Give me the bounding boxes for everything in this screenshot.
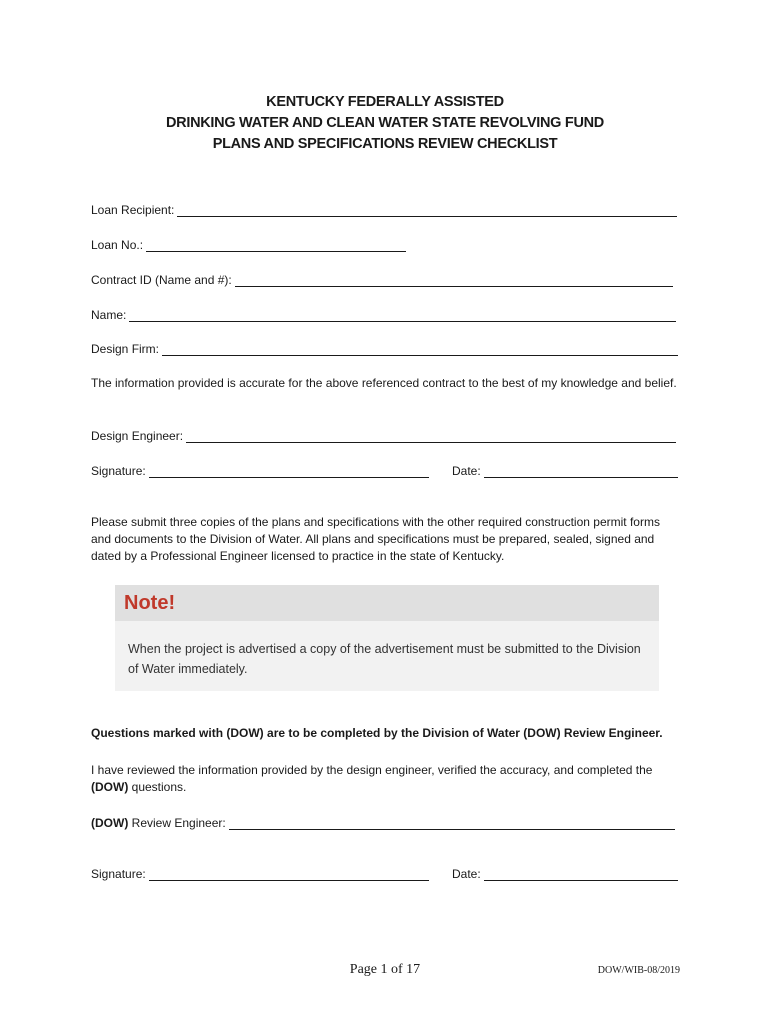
signature-row bbox=[91, 462, 429, 478]
signature-field[interactable] bbox=[149, 465, 429, 478]
dow-reviewed-bold: (DOW) bbox=[91, 780, 129, 794]
design-engineer-label: Design Engineer: bbox=[91, 429, 184, 443]
dow-signature-label: Signature: bbox=[91, 867, 146, 881]
page-number: Page 1 of 17 bbox=[349, 962, 421, 977]
note-text: When the project is advertised a copy of the advertisement must be submitted to the Division of Water immediately. bbox=[128, 642, 641, 676]
review-engineer-text: Review Engineer: bbox=[128, 816, 226, 830]
design-firm-field[interactable] bbox=[162, 343, 678, 356]
loan-recipient-field[interactable] bbox=[177, 204, 677, 217]
dow-date-field[interactable] bbox=[484, 868, 678, 881]
note-box bbox=[115, 585, 659, 691]
review-engineer-label bbox=[91, 816, 229, 830]
dow-questions-text: Questions marked with (DOW) are to be completed by the Division of Water (DOW) Review Engineer. bbox=[91, 726, 663, 740]
review-engineer-field[interactable] bbox=[229, 817, 675, 830]
submit-instructions: Please submit three copies of the plans and specifications with the other required construction permit forms and documents to the Division of Water. All plans and specifications must be prepared, sealed, signed and dated by a Professional Engineer licensed to practice in the state of Kentucky. bbox=[91, 515, 660, 563]
note-title: Note! bbox=[124, 592, 176, 614]
signature-label: Signature: bbox=[91, 464, 146, 478]
loan-no-label: Loan No.: bbox=[91, 238, 144, 252]
date-field[interactable] bbox=[484, 465, 678, 478]
review-engineer-row bbox=[91, 814, 675, 830]
certification-text: The information provided is accurate for the above referenced contract to the best of my knowledge and belief. bbox=[91, 376, 677, 390]
form-code: DOW/WIB-08/2019 bbox=[597, 965, 680, 976]
design-engineer-field[interactable] bbox=[186, 430, 676, 443]
contract-id-label: Contract ID (Name and #): bbox=[91, 273, 232, 287]
contract-id-field[interactable] bbox=[235, 274, 673, 287]
name-label: Name: bbox=[91, 308, 127, 322]
document-title bbox=[0, 92, 770, 155]
design-firm-label: Design Firm: bbox=[91, 342, 160, 356]
dow-date-row bbox=[452, 865, 678, 881]
loan-recipient-label: Loan Recipient: bbox=[91, 203, 175, 217]
dow-reviewed-suffix: questions. bbox=[128, 780, 187, 794]
name-row bbox=[91, 306, 676, 322]
design-firm-row bbox=[91, 340, 678, 356]
design-engineer-row bbox=[91, 427, 676, 443]
loan-recipient-row bbox=[91, 201, 677, 217]
loan-no-field[interactable] bbox=[146, 239, 406, 252]
title-line-2: DRINKING WATER AND CLEAN WATER STATE REVOLVING FUND bbox=[166, 115, 604, 131]
dow-date-label: Date: bbox=[452, 867, 481, 881]
title-line-3: PLANS AND SPECIFICATIONS REVIEW CHECKLIST bbox=[212, 136, 558, 152]
dow-reviewed-prefix: I have reviewed the information provided by the design engineer, verified the accuracy, and completed the bbox=[91, 763, 653, 777]
dow-reviewed-text bbox=[91, 762, 681, 796]
date-label: Date: bbox=[452, 464, 481, 478]
review-engineer-bold: (DOW) bbox=[91, 816, 129, 830]
title-line-1: KENTUCKY FEDERALLY ASSISTED bbox=[266, 94, 504, 110]
date-row bbox=[452, 462, 678, 478]
name-field[interactable] bbox=[129, 309, 676, 322]
contract-id-row bbox=[91, 271, 673, 287]
dow-signature-row bbox=[91, 865, 429, 881]
dow-signature-field[interactable] bbox=[149, 868, 429, 881]
loan-no-row bbox=[91, 236, 406, 252]
note-header bbox=[115, 585, 659, 621]
